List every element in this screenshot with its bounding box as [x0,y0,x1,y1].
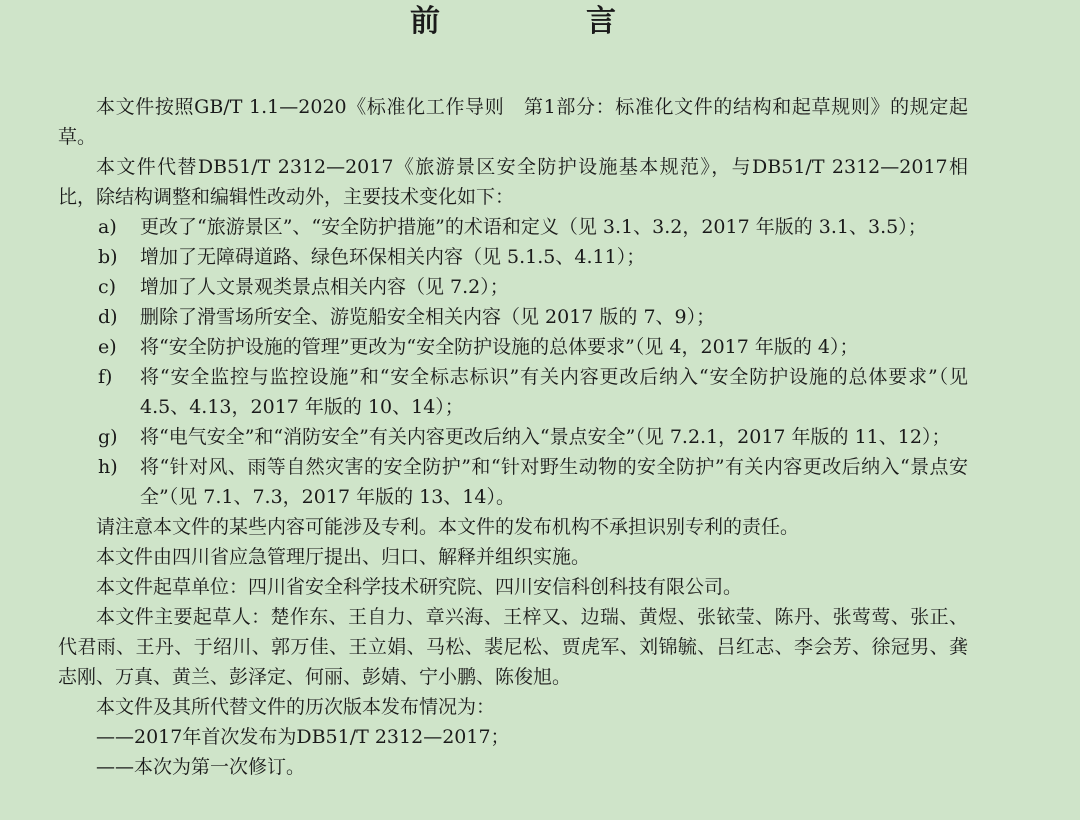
list-item-letter: c) [98,276,117,298]
list-item [58,272,968,302]
list-item [58,212,968,242]
list-item [58,242,968,272]
history-item: ——2017年首次发布为DB51/T 2312—2017； [96,726,510,748]
list-item-text: 增加了无障碍道路、绿色环保相关内容（见 5.1.5、4.11）； [140,246,646,268]
paragraph-drafters: 本文件主要起草人：楚作东、王自力、章兴海、王梓又、边瑞、黄煜、张铱莹、陈丹、张莺莺、张正、代君雨、王丹、于绍川、郭万佳、王立娟、马松、裴尼松、贾虎军、刘锦毓、吕红志、李会芳、徐冠男、龚志刚、万真、黄兰、彭泽定、何丽、彭婧、宁小鹏、陈俊旭。 [58,606,968,688]
list-item-text: 将“安全监控与监控设施”和“安全标志标识”有关内容更改后纳入“安全防护设施的总体要求”（见 4.5、4.13，2017 年版的 10、14）； [140,366,968,418]
paragraph-proposer: 本文件由四川省应急管理厅提出、归口、解释并组织实施。 [96,546,591,568]
list-item-text: 将“电气安全”和“消防安全”有关内容更改后纳入“景点安全”（见 7.2.1，2017 年版的 11、12）； [140,426,951,448]
history-item: ——本次为第一次修订。 [96,756,306,778]
list-item [58,302,968,332]
list-item [58,332,968,362]
list-item-letter: h) [98,456,118,478]
paragraph-history-intro: 本文件及其所代替文件的历次版本发布情况为： [96,696,496,718]
paragraph-drafting-units: 本文件起草单位：四川省安全科学技术研究院、四川安信科创科技有限公司。 [96,576,743,598]
list-item [58,422,968,452]
list-item-letter: a) [98,216,117,238]
list-item-text: 更改了“旅游景区”、“安全防护措施”的术语和定义（见 3.1、3.2，2017 年版的 3.1、3.5）； [140,216,927,238]
document-body [58,92,968,782]
list-item [58,452,968,512]
paragraph-patent-notice: 请注意本文件的某些内容可能涉及专利。本文件的发布机构不承担识别专利的责任。 [96,516,800,538]
technical-changes-list [58,212,968,512]
list-item-letter: d) [98,306,118,328]
list-item-letter: e) [98,336,117,358]
list-item-letter: g) [98,426,118,448]
list-item [58,362,968,422]
paragraph-drafting-rules: 本文件按照GB/T 1.1—2020《标准化工作导则 第1部分：标准化文件的结构和起草规则》的规定起草。 [58,96,968,148]
list-item-text: 将“安全防护设施的管理”更改为“安全防护设施的总体要求”（见 4，2017 年版的 4）； [140,336,859,358]
page-title: 前 言 [410,4,674,39]
paragraph-replacement: 本文件代替DB51/T 2312—2017《旅游景区安全防护设施基本规范》，与DB51/T 2312—2017相比，除结构调整和编辑性改动外，主要技术变化如下： [58,156,968,208]
list-item-text: 将“针对风、雨等自然灾害的安全防护”和“针对野生动物的安全防护”有关内容更改后纳入“景点安全”（见 7.1、7.3，2017 年版的 13、14）。 [140,456,968,508]
list-item-text: 增加了人文景观类景点相关内容（见 7.2）； [140,276,509,298]
list-item-text: 删除了滑雪场所安全、游览船安全相关内容（见 2017 版的 7、9）； [140,306,716,328]
list-item-letter: b) [98,246,118,268]
list-item-letter: f) [98,366,113,388]
